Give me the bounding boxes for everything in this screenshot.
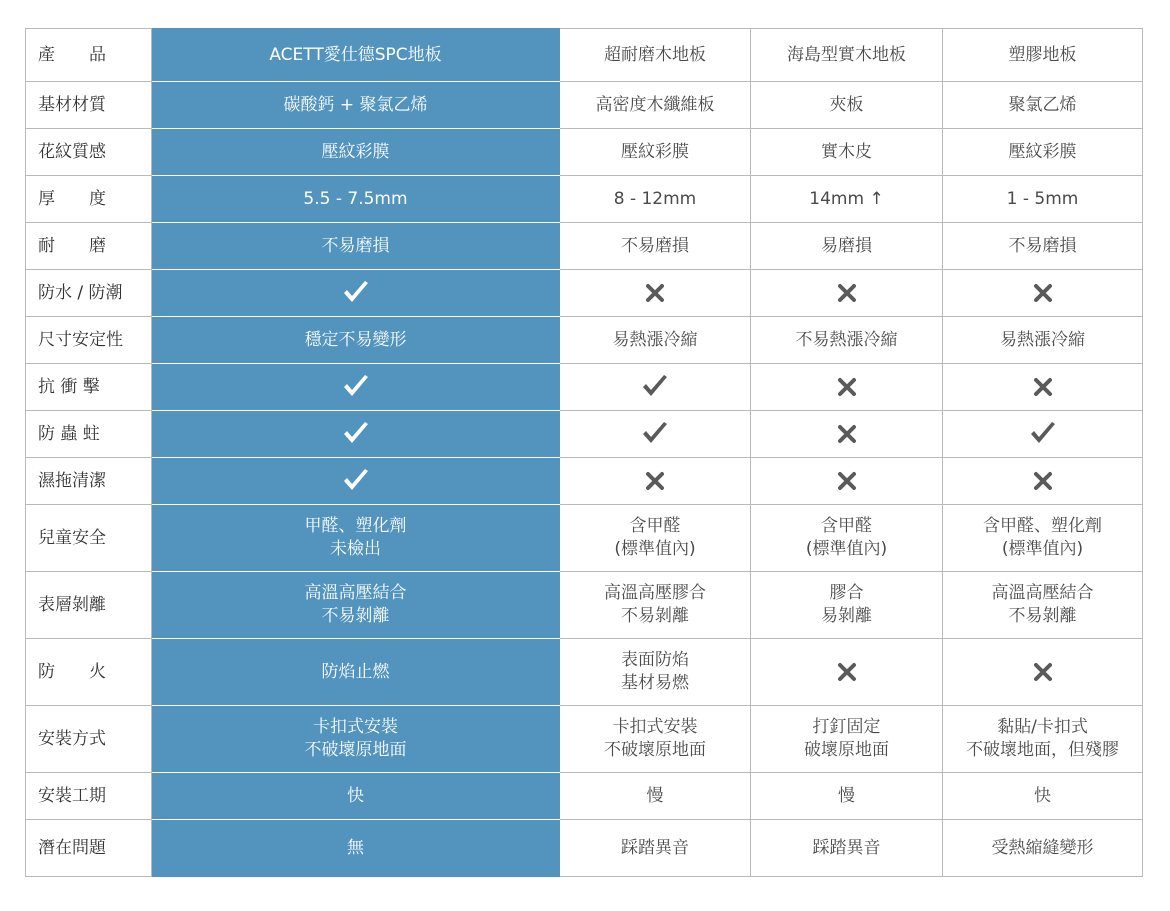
table-row [26,639,1143,706]
cell-text-line: (標準值內) [614,539,696,559]
cell-text-line: 破壞原地面 [804,740,889,760]
cell-acett [152,223,560,270]
cell-text-line: 表面防焰 [621,650,689,670]
cell-vinyl [943,270,1143,317]
cell-text-line: 快 [1034,785,1051,806]
cell-engineered-wood [751,572,943,639]
check-icon [341,468,371,494]
cross-icon [832,374,862,400]
table-row [26,773,1143,820]
cell-text-line: 慢 [838,785,855,806]
check-icon [640,374,670,400]
cell-text-line: 不易剝離 [321,606,390,626]
cell-acett [152,317,560,364]
cell-text-line: 不破壞原地面 [304,740,407,760]
check-icon [341,374,371,400]
check-icon [640,421,670,447]
cell-engineered-wood [751,82,943,129]
row-label: 厚 度 [26,176,152,223]
cell-text-line: 含甲醛、塑化劑 [983,516,1102,536]
product-name-vinyl: 塑膠地板 [943,29,1143,82]
cell-engineered-wood [751,411,943,458]
cell-laminate [560,82,751,129]
cell-text-line: 不易磨損 [321,235,390,256]
cross-icon [832,468,862,494]
cell-vinyl [943,572,1143,639]
cell-text-line: 不破壞地面，但殘膠 [966,740,1119,760]
cell-text-line: 不易磨損 [1008,235,1077,256]
cell-text-line: 高密度木纖維板 [595,94,715,115]
cell-text-line: 卡扣式安裝 [313,717,398,737]
cell-text-line: 不易熱漲冷縮 [795,329,898,350]
table-row [26,572,1143,639]
cell-acett [152,129,560,176]
cell-vinyl [943,639,1143,706]
cell-text-line: 含甲醛 [821,516,872,536]
cell-text-line: 易熱漲冷縮 [1000,329,1085,350]
cell-laminate [560,364,751,411]
cell-laminate [560,270,751,317]
row-label: 兒童安全 [26,505,152,572]
cell-vinyl [943,176,1143,223]
row-label: 耐 磨 [26,223,152,270]
row-label: 表層剝離 [26,572,152,639]
table-row [26,82,1143,129]
row-label: 安裝工期 [26,773,152,820]
cell-vinyl [943,411,1143,458]
cell-acett [152,82,560,129]
cell-engineered-wood [751,223,943,270]
row-label: 濕拖清潔 [26,458,152,505]
cell-text-line: 夾板 [829,94,864,115]
row-label: 防 火 [26,639,152,706]
cell-engineered-wood [751,820,943,877]
cell-text-line: 防焰止燃 [321,661,390,682]
cell-text-line: 黏貼/卡扣式 [997,717,1088,737]
cell-engineered-wood [751,129,943,176]
table-row [26,223,1143,270]
row-label: 尺寸安定性 [26,317,152,364]
cell-laminate [560,223,751,270]
cross-icon [1028,659,1058,685]
row-label: 產 品 [26,29,152,82]
cell-laminate [560,129,751,176]
cell-acett [152,364,560,411]
cell-engineered-wood [751,706,943,773]
cell-text-line: 甲醛、塑化劑 [304,516,407,536]
cell-laminate [560,505,751,572]
cell-text-line: 打釘固定 [812,717,881,737]
table-body [26,29,1143,877]
row-label: 基材材質 [26,82,152,129]
cell-engineered-wood [751,639,943,706]
cell-laminate [560,639,751,706]
row-label: 抗 衝 擊 [26,364,152,411]
cell-text-line: 14mm ↑ [809,188,884,209]
table-row [26,176,1143,223]
cell-laminate [560,176,751,223]
cell-vinyl [943,773,1143,820]
table-row [26,364,1143,411]
row-label: 防水 / 防潮 [26,270,152,317]
cross-icon [832,280,862,306]
cell-vinyl [943,223,1143,270]
cell-text-line: 基材易燃 [621,673,689,693]
cell-vinyl [943,364,1143,411]
cell-engineered-wood [751,773,943,820]
cell-text-line: 高溫高壓結合 [991,583,1094,603]
cell-text-line: 受熱縮縫變形 [991,837,1094,858]
cell-acett [152,458,560,505]
cell-text-line: 無 [347,837,364,858]
cell-acett [152,176,560,223]
cross-icon [640,280,670,306]
cell-acett [152,411,560,458]
row-label: 安裝方式 [26,706,152,773]
cell-text-line: 不破壞原地面 [604,740,706,760]
cell-text-line: 實木皮 [821,141,872,162]
cell-laminate [560,773,751,820]
table-row [26,820,1143,877]
cell-text-line: 未檢出 [330,539,381,559]
cell-text-line: 卡扣式安裝 [612,717,698,737]
cell-acett [152,572,560,639]
cell-acett [152,505,560,572]
cell-text-line: 壓紋彩膜 [621,141,689,162]
cell-vinyl [943,129,1143,176]
row-label: 潛在問題 [26,820,152,877]
cell-laminate [560,572,751,639]
row-label: 花紋質感 [26,129,152,176]
table-row [26,129,1143,176]
cell-text-line: 膠合 [829,583,864,603]
table-row [26,706,1143,773]
cell-laminate [560,820,751,877]
cross-icon [1028,374,1058,400]
cell-vinyl [943,458,1143,505]
cell-acett [152,270,560,317]
cell-laminate [560,458,751,505]
cell-text-line: 壓紋彩膜 [321,141,390,162]
cell-text-line: 快 [347,785,364,806]
cell-text-line: (標準值內) [1001,539,1084,559]
cell-text-line: 易剝離 [821,606,872,626]
cell-vinyl [943,706,1143,773]
cell-engineered-wood [751,505,943,572]
cell-engineered-wood [751,458,943,505]
check-icon [1028,421,1058,447]
cell-vinyl [943,820,1143,877]
cross-icon [1028,468,1058,494]
cell-laminate [560,411,751,458]
cell-engineered-wood [751,270,943,317]
product-name-acett: ACETT愛仕德SPC地板 [152,29,560,82]
flooring-comparison-table [25,28,1143,877]
cell-text-line: (標準值內) [805,539,888,559]
table-row [26,317,1143,364]
table-row [26,458,1143,505]
header-row [26,29,1143,82]
cell-laminate [560,706,751,773]
cell-acett [152,706,560,773]
cell-text-line: 1 - 5mm [1006,188,1079,209]
cell-text-line: 壓紋彩膜 [1008,141,1077,162]
cell-acett [152,773,560,820]
cell-text-line: 不易磨損 [621,235,689,256]
cell-vinyl [943,505,1143,572]
cell-acett [152,639,560,706]
check-icon [341,280,371,306]
product-name-laminate: 超耐磨木地板 [560,29,751,82]
cross-icon [1028,280,1058,306]
cell-engineered-wood [751,317,943,364]
cell-text-line: 不易剝離 [1008,606,1077,626]
cell-text-line: 不易剝離 [621,606,689,626]
cross-icon [832,421,862,447]
cell-text-line: 穩定不易變形 [304,329,407,350]
cell-vinyl [943,317,1143,364]
cell-text-line: 聚氯乙烯 [1008,94,1077,115]
cell-engineered-wood [751,364,943,411]
cell-laminate [560,317,751,364]
cell-text-line: 5.5 - 7.5mm [303,188,408,209]
product-name-engineered-wood: 海島型實木地板 [751,29,943,82]
cell-text-line: 慢 [646,785,664,806]
cell-vinyl [943,82,1143,129]
row-label: 防 蟲 蛀 [26,411,152,458]
table-row [26,270,1143,317]
cell-engineered-wood [751,176,943,223]
cell-text-line: 含甲醛 [629,516,681,536]
cross-icon [832,659,862,685]
cell-text-line: 高溫高壓結合 [304,583,407,603]
cell-acett [152,820,560,877]
cell-text-line: 易磨損 [821,235,872,256]
cross-icon [640,468,670,494]
cell-text-line: 踩踏異音 [812,837,881,858]
cell-text-line: 易熱漲冷縮 [612,329,698,350]
table-row [26,411,1143,458]
cell-text-line: 碳酸鈣 + 聚氯乙烯 [283,94,428,115]
cell-text-line: 8 - 12mm [613,188,697,209]
check-icon [341,421,371,447]
cell-text-line: 高溫高壓膠合 [604,583,706,603]
table-row [26,505,1143,572]
cell-text-line: 踩踏異音 [621,837,689,858]
